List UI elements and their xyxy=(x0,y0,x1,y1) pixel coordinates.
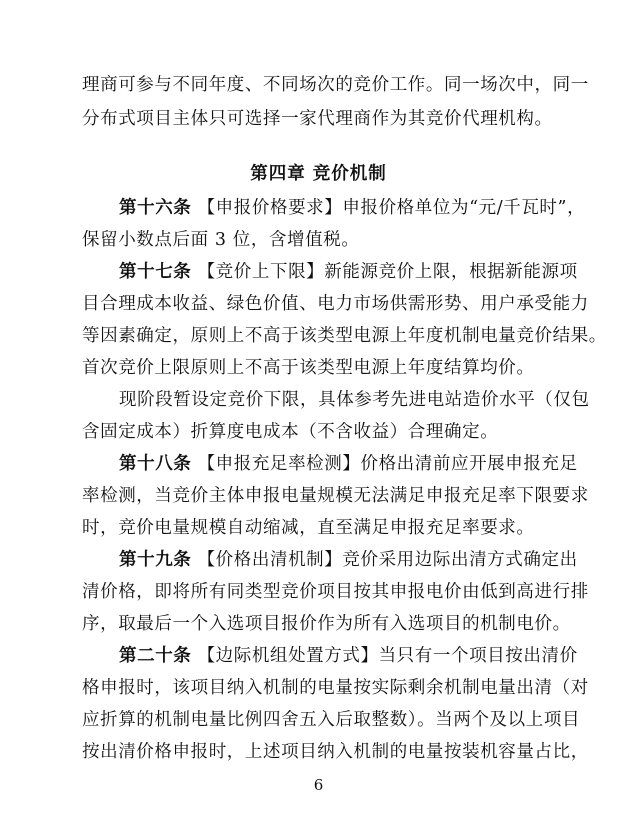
body-line: 时，竞价电量规模自动缩减，直至满足申报充足率要求。 xyxy=(82,518,535,538)
body-line: 保留小数点后面 3 位，含增值税。 xyxy=(82,230,360,250)
article-text: 【竞价上下限】新能源竞价上限，根据新能源项 xyxy=(197,262,578,282)
body-line: 按出清价格申报时，上述项目纳入机制的电量按装机容量占比， xyxy=(82,742,589,762)
body-line: 等因素确定，原则上不高于该类型电源上年度机制电量竞价结果。 xyxy=(82,326,607,346)
article-text: 【申报价格要求】申报价格单位为“元/千瓦时”， xyxy=(197,198,586,218)
article-title: 第十九条 xyxy=(119,550,192,570)
article-20-first-line xyxy=(119,645,599,667)
body-line: 分布式项目主体只可选择一家代理商作为其竞价代理机构。 xyxy=(82,109,553,129)
article-text: 【边际机组处置方式】当只有一个项目按出清价 xyxy=(197,646,578,666)
article-text: 【价格出清机制】竞价采用边际出清方式确定出 xyxy=(197,550,578,570)
article-title: 第二十条 xyxy=(119,646,192,666)
article-19-first-line xyxy=(119,549,599,571)
body-line: 序，取最后一个入选项目报价作为所有入选项目的机制电价。 xyxy=(82,614,571,634)
page-number: 6 xyxy=(313,776,324,794)
article-18-first-line xyxy=(119,453,599,475)
chapter-heading: 第四章 竞价机制 xyxy=(250,164,387,184)
body-line: 率检测，当竞价主体申报电量规模无法满足申报充足率下限要求 xyxy=(82,486,589,506)
body-line: 目合理成本收益、绿色价值、电力市场供需形势、用户承受能力 xyxy=(82,294,589,314)
body-line: 应折算的机制电量比例四舍五入后取整数）。当两个及以上项目 xyxy=(82,710,581,730)
article-16-first-line xyxy=(119,197,599,219)
article-text: 【申报充足率检测】价格出清前应开展申报充足 xyxy=(197,454,578,474)
body-line: 清价格，即将所有同类型竞价项目按其申报电价由低到高进行排 xyxy=(82,582,589,602)
body-line: 含固定成本）折算度电成本（不含收益）合理确定。 xyxy=(82,422,499,442)
article-title: 第十六条 xyxy=(119,198,192,218)
article-17-first-line xyxy=(119,261,599,283)
body-line: 格申报时，该项目纳入机制的电量按实际剩余机制电量出清（对 xyxy=(82,678,589,698)
body-line: 理商可参与不同年度、不同场次的竞价工作。同一场次中，同一 xyxy=(82,75,589,95)
body-line: 现阶段暂设定竞价下限，具体参考先进电站造价水平（仅包 xyxy=(119,390,590,410)
article-title: 第十八条 xyxy=(119,454,192,474)
article-title: 第十七条 xyxy=(119,262,192,282)
body-line: 首次竞价上限原则上不高于该类型电源上年度结算均价。 xyxy=(82,358,535,378)
